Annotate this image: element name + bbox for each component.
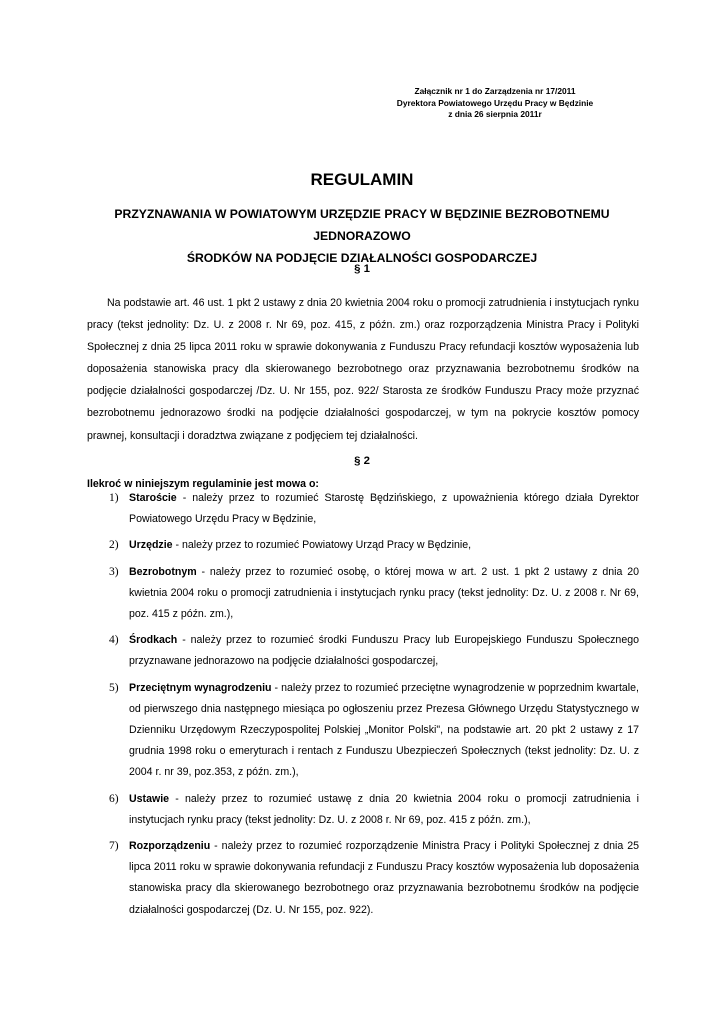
definitions-list <box>87 488 639 926</box>
attachment-note <box>360 86 630 121</box>
document-title: REGULAMIN <box>310 170 414 189</box>
section-1-mark: § 1 <box>354 263 370 275</box>
definition-item <box>87 836 639 921</box>
definition-item <box>87 535 639 556</box>
subtitle-line-2: ŚRODKÓW NA PODJĘCIE DZIAŁALNOŚCI GOSPODARCZEJ <box>186 251 538 265</box>
definition-term: Bezrobotnym <box>129 565 197 578</box>
definition-text: - należy przez to rozumieć Powiatowy Urząd Pracy w Będzinie, <box>172 539 472 552</box>
definition-term: Rozporządzeniu <box>129 840 211 853</box>
definition-text: - należy przez to rozumieć osobę, o której mowa w art. 2 ust. 1 pkt 2 ustawy z dnia 20 kwietnia 2004 roku o promocji zatrudnienia i instytucjach rynku pracy (tekst jednolity: Dz. U. z 2008 r. Nr 69, poz. 415 z późn. zm.), <box>129 565 639 621</box>
definition-number: 7) <box>109 840 119 853</box>
definition-text: - należy przez to rozumieć środki Funduszu Pracy lub Europejskiego Funduszu Społecznego przyznawane jednorazowo na podjęcie działalności gospodarczej, <box>129 634 639 668</box>
section-2-mark: § 2 <box>354 455 370 467</box>
definition-term: Urzędzie <box>129 539 173 552</box>
subtitle-line-1: PRZYZNAWANIA W POWIATOWYM URZĘDZIE PRACY W BĘDZINIE BEZROBOTNEMU JEDNORAZOWO <box>114 207 610 243</box>
definition-item <box>87 789 639 831</box>
attachment-line-2: Dyrektora Powiatowego Urzędu Pracy w Będzinie <box>396 97 594 108</box>
definition-number: 2) <box>109 539 119 552</box>
definition-number: 4) <box>109 634 119 647</box>
definition-text: - należy przez to rozumieć ustawę z dnia 20 kwietnia 2004 roku o promocji zatrudnienia i instytucjach rynku pracy (tekst jednolity: Dz. U. z 2008 r. Nr 69, poz. 415 z późn. zm.), <box>129 792 639 826</box>
definition-term: Staroście <box>129 492 177 504</box>
definitions-intro: Ilekroć w niniejszym regulaminie jest mowa o: <box>87 478 319 490</box>
definition-item <box>87 488 639 530</box>
attachment-line-1: Załącznik nr 1 do Zarządzenia nr 17/2011 <box>414 86 576 96</box>
attachment-line-3: z dnia 26 sierpnia 2011r <box>448 109 542 119</box>
definition-item <box>87 678 639 784</box>
definition-item <box>87 630 639 672</box>
section-1-paragraph: Na podstawie art. 46 ust. 1 pkt 2 ustawy z dnia 20 kwietnia 2004 roku o promocji zatrudnienia i instytucjach rynku pracy (tekst jednolity: Dz. U. z 2008 r. Nr 69, poz. 415, z późn. zm.) oraz rozporządzenia Ministra Pracy i Polityki Społecznej z dnia 25 lipca 2011 roku w sprawie dokonywania z Funduszu Pracy refundacji kosztów wyposażenia lub doposażenia stanowiska pracy dla skierowanego bezrobotnego oraz przyznawania bezrobotnemu środków na podjęcie działalności gospodarczej /Dz. U. Nr 155, poz. 922/ Starosta ze środków Funduszu Pracy może przyznać bezrobotnemu jednorazowo środki na podjęcie działalności gospodarczej, w tym na pokrycie kosztów pomocy prawnej, konsultacji i doradztwa związane z podjęciem tej działalności. <box>87 297 639 442</box>
definition-number: 3) <box>109 565 119 578</box>
definition-number: 5) <box>109 681 119 694</box>
definition-term: Przeciętnym wynagrodzeniu <box>129 681 272 694</box>
definition-text: - należy przez to rozumieć rozporządzenie Ministra Pracy i Polityki Społecznej z dnia 25 lipca 2011 roku w sprawie dokonywania refundacji z Funduszu Pracy kosztów wyposażenia lub doposażenia stanowiska pracy dla skierowanego bezrobotnego oraz przyznawania bezrobotnemu środków na podjęcie działalności gospodarczej (Dz. U. Nr 155, poz. 922). <box>129 840 639 916</box>
definition-text: - należy przez to rozumieć przeciętne wynagrodzenie w poprzednim kwartale, od pierwszego dnia następnego miesiąca po ogłoszeniu przez Prezesa Głównego Urzędu Statystycznego w Dzienniku Urzędowym Rzeczypospolitej Polskiej „Monitor Polski", na podstawie art. 20 pkt 2 ustawy z 17 grudnia 1998 roku o emeryturach i rentach z Funduszu Ubezpieczeń Społecznych (tekst jednolity: Dz. U. z 2004 r. nr 39, poz.353, z późn. zm.), <box>129 681 639 779</box>
definition-item <box>87 562 639 626</box>
definition-number: 6) <box>109 792 119 805</box>
definition-term: Ustawie <box>129 792 170 805</box>
definition-text: - należy przez to rozumieć Starostę Będzińskiego, z upoważnienia którego działa Dyrektor Powiatowego Urzędu Pracy w Będzinie, <box>129 492 639 526</box>
definition-term: Środkach <box>129 634 178 647</box>
definition-number: 1) <box>109 492 119 504</box>
document-subtitle <box>80 203 644 269</box>
